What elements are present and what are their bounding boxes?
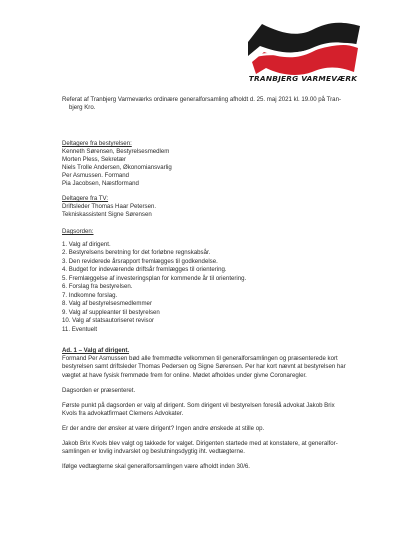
board-member: Per Asmussen. Formand bbox=[62, 172, 130, 180]
tv-heading: Deltagere fra TV: bbox=[62, 195, 109, 202]
tv-participants bbox=[62, 195, 156, 219]
board-member: Morten Pless, Sekretær bbox=[62, 156, 127, 164]
intro-line-1: Referat af Tranbjerg Varmeværks ordinære generalforsamling afholdt d. 25. maj 2021 kl. 19.00 på Tran- bbox=[62, 96, 341, 103]
logo-wordmark: TRANBJERG VARMEVÆRK bbox=[248, 74, 358, 83]
section-paragraph bbox=[62, 463, 346, 471]
paragraph-line: Jakob Brix Kvols blev valgt og takkede for valget. Dirigenten startede med at konstatere, at generalfor- bbox=[62, 440, 338, 448]
section-paragraph bbox=[62, 425, 346, 433]
company-logo bbox=[238, 18, 368, 90]
board-member: Kenneth Sørensen, Bestyrelsesmedlem bbox=[62, 148, 170, 156]
board-participants bbox=[62, 140, 172, 189]
agenda bbox=[62, 228, 246, 334]
agenda-item: 9. Valg af suppleanter til bestyrelsen bbox=[62, 308, 160, 316]
section-paragraph bbox=[62, 402, 346, 418]
agenda-item: 4. Budget for indeværende driftsår fremlægges til orientering. bbox=[62, 266, 227, 273]
agenda-item: 6. Forslag fra bestyrelsen. bbox=[62, 283, 133, 290]
paragraph-line: vægtet at have fysisk fremmøde frem for online. Mødet afholdes under givne Coronaregler. bbox=[62, 371, 307, 379]
agenda-item: 3. Den reviderede årsrapport fremlægges til godkendelse. bbox=[62, 257, 218, 265]
section-1-heading: Ad. 1 – Valg af dirigent. bbox=[62, 347, 130, 354]
logo-mark-icon bbox=[238, 18, 368, 76]
paragraph-line: Er der andre der ønsker at være dirigent? Ingen andre ønskede at stille op. bbox=[62, 425, 265, 433]
board-heading: Deltagere fra bestyrelsen: bbox=[62, 140, 132, 147]
agenda-item: 7. Indkomne forslag. bbox=[62, 291, 118, 299]
agenda-item: 8. Valg af bestyrelsesmedlemmer bbox=[62, 300, 152, 307]
paragraph-line: Kvols fra advokatfirmaet Clemens Advokater. bbox=[62, 410, 184, 417]
board-member: Pia Jacobsen, Næstformand bbox=[62, 180, 139, 188]
intro-paragraph bbox=[62, 96, 372, 113]
agenda-heading: Dagsorden: bbox=[62, 228, 94, 235]
paragraph-line: bestyrelsen samt driftsleder Thomas Pedersen og Signe Sørensen. Per har kort nævnt at bestyrelsen har bbox=[62, 363, 346, 371]
agenda-item: 1. Valg af dirigent. bbox=[62, 240, 111, 248]
tv-member: Tekniskassistent Signe Sørensen bbox=[62, 211, 152, 219]
paragraph-line: Første punkt på dagsorden er valg af dirigent. Som dirigent vil bestyrelsen foreslå advokat Jakob Brix bbox=[62, 401, 335, 409]
board-member: Niels Trolle Andersen, Økonomiansvarlig bbox=[62, 164, 172, 172]
agenda-item: 11. Eventuelt bbox=[62, 325, 98, 333]
agenda-item: 5. Fremlæggelse af investeringsplan for kommende år til orientering. bbox=[62, 274, 247, 282]
section-paragraph bbox=[62, 355, 346, 380]
paragraph-line: Dagsorden er præsenteret. bbox=[62, 386, 136, 394]
paragraph-line: samlingen er lovlig indvarslet og beslutningsdygtig iht. vedtægterne. bbox=[62, 448, 245, 456]
paragraph-line: Formand Per Asmussen bød alle fremmødte velkommen til generalforsamlingen og præsenterede kort bbox=[62, 355, 338, 363]
section-paragraph bbox=[62, 440, 346, 456]
intro-line-2: bjerg Kro. bbox=[69, 104, 96, 112]
paragraph-line: Ifølge vedtægterne skal generalforsamlingen være afholdt inden 30/6. bbox=[62, 463, 251, 471]
agenda-item: 10. Valg af statsautoriseret revisor bbox=[62, 317, 155, 324]
agenda-item: 2. Bestyrelsens beretning for det forløbne regnskabsår. bbox=[62, 249, 211, 256]
section-paragraph bbox=[62, 387, 346, 395]
tv-member: Driftsleder Thomas Haar Petersen. bbox=[62, 203, 157, 211]
section-1 bbox=[62, 347, 346, 479]
